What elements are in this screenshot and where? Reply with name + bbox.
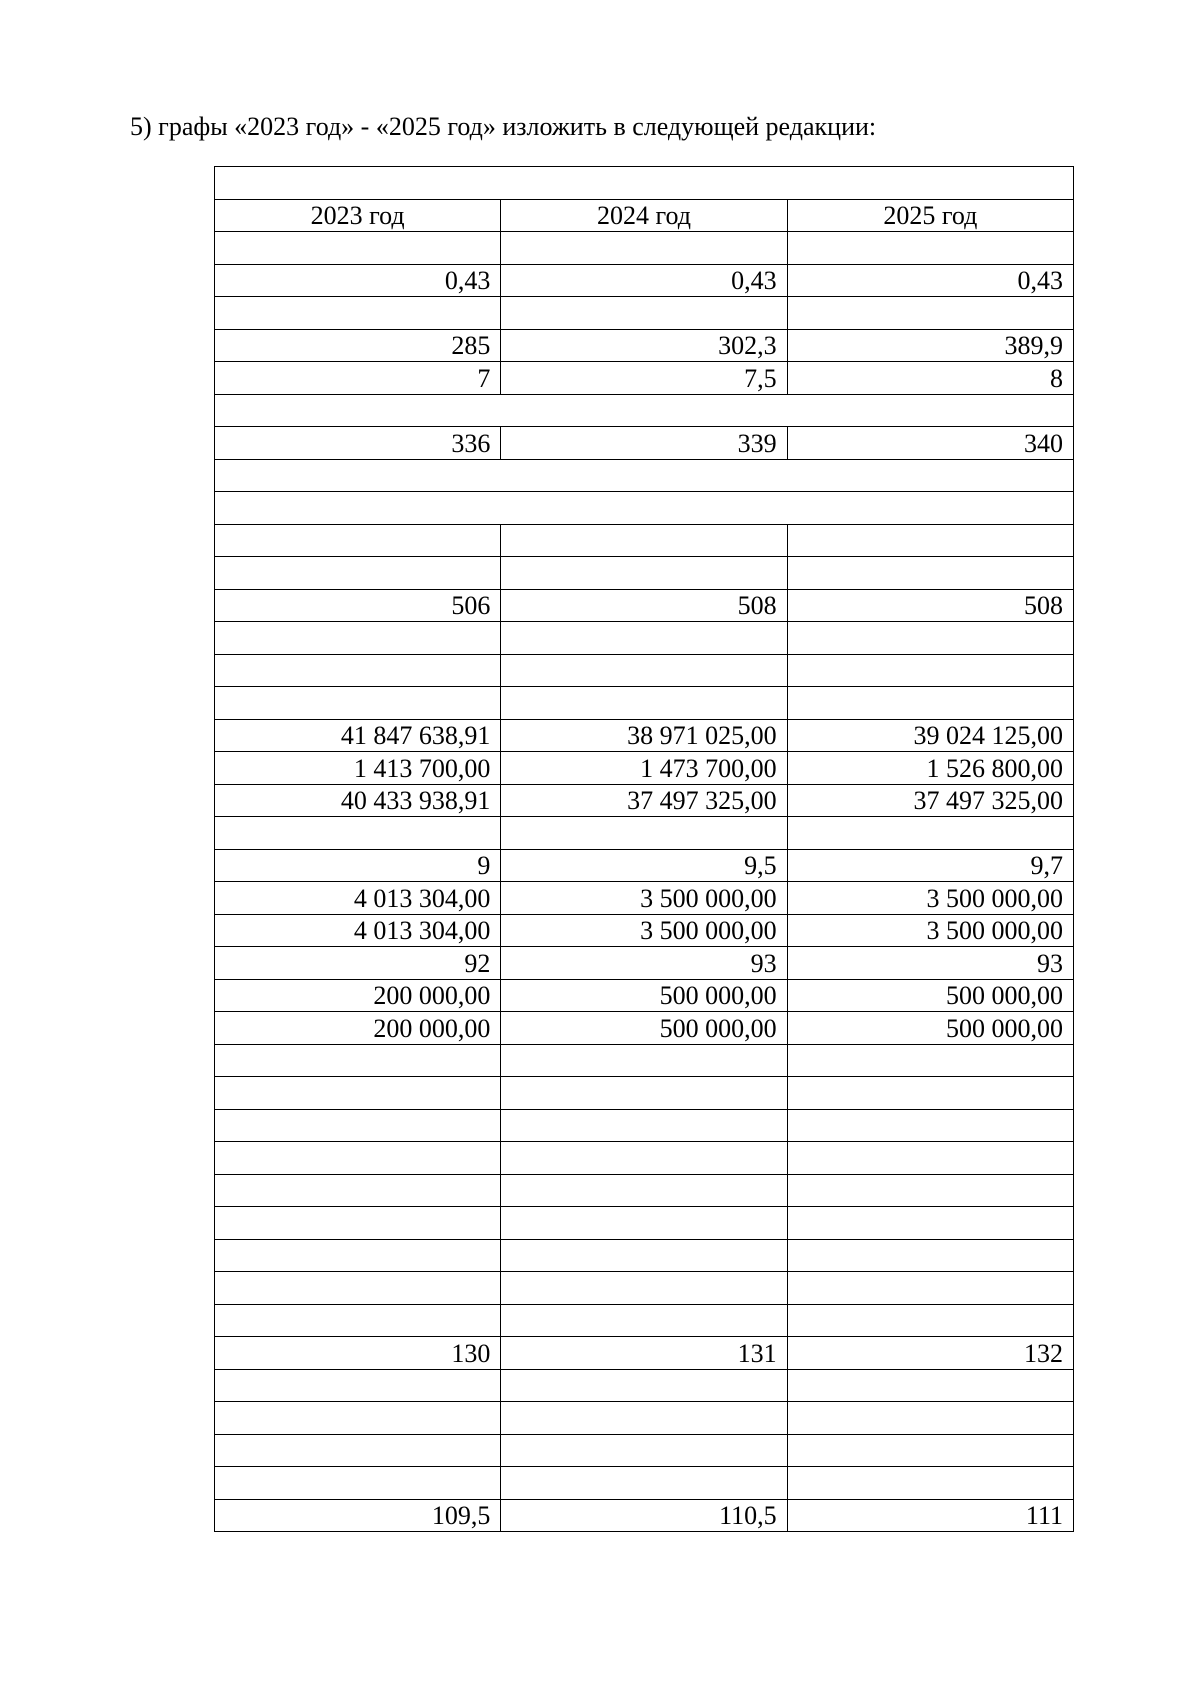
table-row	[215, 1044, 1074, 1077]
table-cell: 1 473 700,00	[501, 752, 787, 785]
table-row	[215, 264, 1074, 297]
table-cell: 41 847 638,91	[215, 719, 501, 752]
table-cell: 500 000,00	[501, 1012, 787, 1045]
table-cell	[787, 1272, 1073, 1305]
table-cell	[787, 1402, 1073, 1435]
table-row	[215, 979, 1074, 1012]
table-row	[215, 1337, 1074, 1370]
table-cell: 1 413 700,00	[215, 752, 501, 785]
table-cell	[501, 1174, 787, 1207]
table-cell	[215, 1272, 501, 1305]
table-cell	[787, 1369, 1073, 1402]
table-cell: 3 500 000,00	[501, 914, 787, 947]
data-table	[214, 166, 1074, 1532]
table-cell	[501, 557, 787, 590]
table-cell	[787, 524, 1073, 557]
table-cell	[787, 1142, 1073, 1175]
table-row	[215, 1272, 1074, 1305]
table-row	[215, 167, 1074, 200]
table-cell	[501, 622, 787, 655]
table-row	[215, 1304, 1074, 1337]
table-cell	[501, 297, 787, 330]
table-cell	[501, 687, 787, 720]
table-row	[215, 1239, 1074, 1272]
table-row	[215, 492, 1074, 525]
table-row	[215, 914, 1074, 947]
table-cell: 500 000,00	[787, 1012, 1073, 1045]
table-cell: 0,43	[501, 264, 787, 297]
table-row	[215, 1012, 1074, 1045]
table-cell-merged	[215, 394, 1074, 427]
table-cell	[215, 654, 501, 687]
table-cell: 38 971 025,00	[501, 719, 787, 752]
table-cell	[501, 1369, 787, 1402]
table-cell: 93	[787, 947, 1073, 980]
table-cell	[501, 1467, 787, 1500]
table-row	[215, 654, 1074, 687]
table-cell: 8	[787, 362, 1073, 395]
table-row	[215, 1369, 1074, 1402]
column-header: 2023 год	[215, 199, 501, 232]
table-cell: 9	[215, 849, 501, 882]
table-cell	[215, 1467, 501, 1500]
table-cell: 110,5	[501, 1499, 787, 1532]
table-cell: 389,9	[787, 329, 1073, 362]
table-cell: 339	[501, 427, 787, 460]
table-cell	[787, 297, 1073, 330]
table-cell	[787, 654, 1073, 687]
table-row	[215, 1467, 1074, 1500]
table-row	[215, 1207, 1074, 1240]
table-cell: 132	[787, 1337, 1073, 1370]
intro-text: 5) графы «2023 год» - «2025 год» изложить в следующей редакции:	[130, 112, 877, 141]
table-cell-merged	[215, 492, 1074, 525]
table-cell: 3 500 000,00	[787, 882, 1073, 915]
table-cell	[215, 297, 501, 330]
table-cell: 4 013 304,00	[215, 882, 501, 915]
table-row	[215, 1402, 1074, 1435]
table-row	[215, 1499, 1074, 1532]
table-cell: 340	[787, 427, 1073, 460]
table-cell	[787, 1174, 1073, 1207]
table-cell	[501, 1142, 787, 1175]
table-header-row	[215, 199, 1074, 232]
table-cell: 500 000,00	[501, 979, 787, 1012]
table-cell: 111	[787, 1499, 1073, 1532]
table-cell	[501, 1109, 787, 1142]
table-row	[215, 524, 1074, 557]
table-cell: 37 497 325,00	[787, 784, 1073, 817]
table-cell	[501, 1402, 787, 1435]
table-cell: 506	[215, 589, 501, 622]
table-row	[215, 459, 1074, 492]
table-row	[215, 622, 1074, 655]
table-cell: 4 013 304,00	[215, 914, 501, 947]
table-cell: 302,3	[501, 329, 787, 362]
table-cell: 508	[787, 589, 1073, 622]
table-cell-merged	[215, 167, 1074, 200]
table-cell	[787, 1109, 1073, 1142]
table-cell	[787, 1239, 1073, 1272]
table-row	[215, 1109, 1074, 1142]
table-cell	[501, 1272, 787, 1305]
table-cell: 200 000,00	[215, 1012, 501, 1045]
table-cell	[215, 1239, 501, 1272]
table-cell	[501, 1239, 787, 1272]
table-cell	[501, 232, 787, 265]
table-row	[215, 362, 1074, 395]
table-cell: 9,5	[501, 849, 787, 882]
column-header: 2025 год	[787, 199, 1073, 232]
table-cell: 39 024 125,00	[787, 719, 1073, 752]
table-cell: 7,5	[501, 362, 787, 395]
table-cell	[215, 1434, 501, 1467]
table-cell: 336	[215, 427, 501, 460]
table-cell	[215, 1304, 501, 1337]
table-row	[215, 1434, 1074, 1467]
table-row	[215, 947, 1074, 980]
table-row	[215, 557, 1074, 590]
table-cell	[787, 557, 1073, 590]
table-cell	[215, 687, 501, 720]
table-cell: 0,43	[215, 264, 501, 297]
table-cell: 92	[215, 947, 501, 980]
table-cell	[787, 1077, 1073, 1110]
table-cell: 0,43	[787, 264, 1073, 297]
table-cell	[787, 232, 1073, 265]
table-cell	[215, 817, 501, 850]
table-cell: 37 497 325,00	[501, 784, 787, 817]
table-cell: 1 526 800,00	[787, 752, 1073, 785]
table-cell	[215, 232, 501, 265]
table-cell	[215, 1077, 501, 1110]
table-row	[215, 719, 1074, 752]
table-row	[215, 297, 1074, 330]
table-cell: 7	[215, 362, 501, 395]
table-row	[215, 232, 1074, 265]
table-row	[215, 817, 1074, 850]
table-cell-merged	[215, 459, 1074, 492]
table-row	[215, 1174, 1074, 1207]
table-cell	[787, 1467, 1073, 1500]
table-cell	[787, 1044, 1073, 1077]
table-cell	[501, 817, 787, 850]
table-row	[215, 329, 1074, 362]
table-cell	[787, 1207, 1073, 1240]
table-cell	[787, 1304, 1073, 1337]
table-cell	[501, 524, 787, 557]
table-cell	[215, 557, 501, 590]
table-cell	[215, 1402, 501, 1435]
table-row	[215, 589, 1074, 622]
table-cell: 130	[215, 1337, 501, 1370]
table-cell	[215, 622, 501, 655]
table-cell	[501, 1304, 787, 1337]
table-cell: 3 500 000,00	[787, 914, 1073, 947]
table-cell	[215, 1044, 501, 1077]
table-cell: 508	[501, 589, 787, 622]
table-cell	[787, 687, 1073, 720]
table-cell	[787, 622, 1073, 655]
table-cell	[787, 1434, 1073, 1467]
table-cell: 3 500 000,00	[501, 882, 787, 915]
table-row	[215, 1142, 1074, 1175]
table-cell: 109,5	[215, 1499, 501, 1532]
table-row	[215, 849, 1074, 882]
table-cell	[215, 1174, 501, 1207]
table-cell	[215, 1207, 501, 1240]
table-cell	[215, 1142, 501, 1175]
table-row	[215, 1077, 1074, 1110]
table-row	[215, 752, 1074, 785]
table-cell: 500 000,00	[787, 979, 1073, 1012]
column-header: 2024 год	[501, 199, 787, 232]
table-cell	[215, 524, 501, 557]
table-cell	[501, 654, 787, 687]
table-cell: 40 433 938,91	[215, 784, 501, 817]
table-cell	[787, 817, 1073, 850]
table-body	[215, 167, 1074, 1532]
table-cell: 285	[215, 329, 501, 362]
table-cell	[501, 1044, 787, 1077]
table-cell	[501, 1434, 787, 1467]
table-cell: 93	[501, 947, 787, 980]
table-cell: 9,7	[787, 849, 1073, 882]
table-row	[215, 882, 1074, 915]
table-cell	[215, 1109, 501, 1142]
table-row	[215, 687, 1074, 720]
table-cell	[215, 1369, 501, 1402]
table-cell	[501, 1077, 787, 1110]
table-cell: 200 000,00	[215, 979, 501, 1012]
table-cell: 131	[501, 1337, 787, 1370]
table-row	[215, 784, 1074, 817]
table-cell	[501, 1207, 787, 1240]
table-row	[215, 427, 1074, 460]
table-row	[215, 394, 1074, 427]
